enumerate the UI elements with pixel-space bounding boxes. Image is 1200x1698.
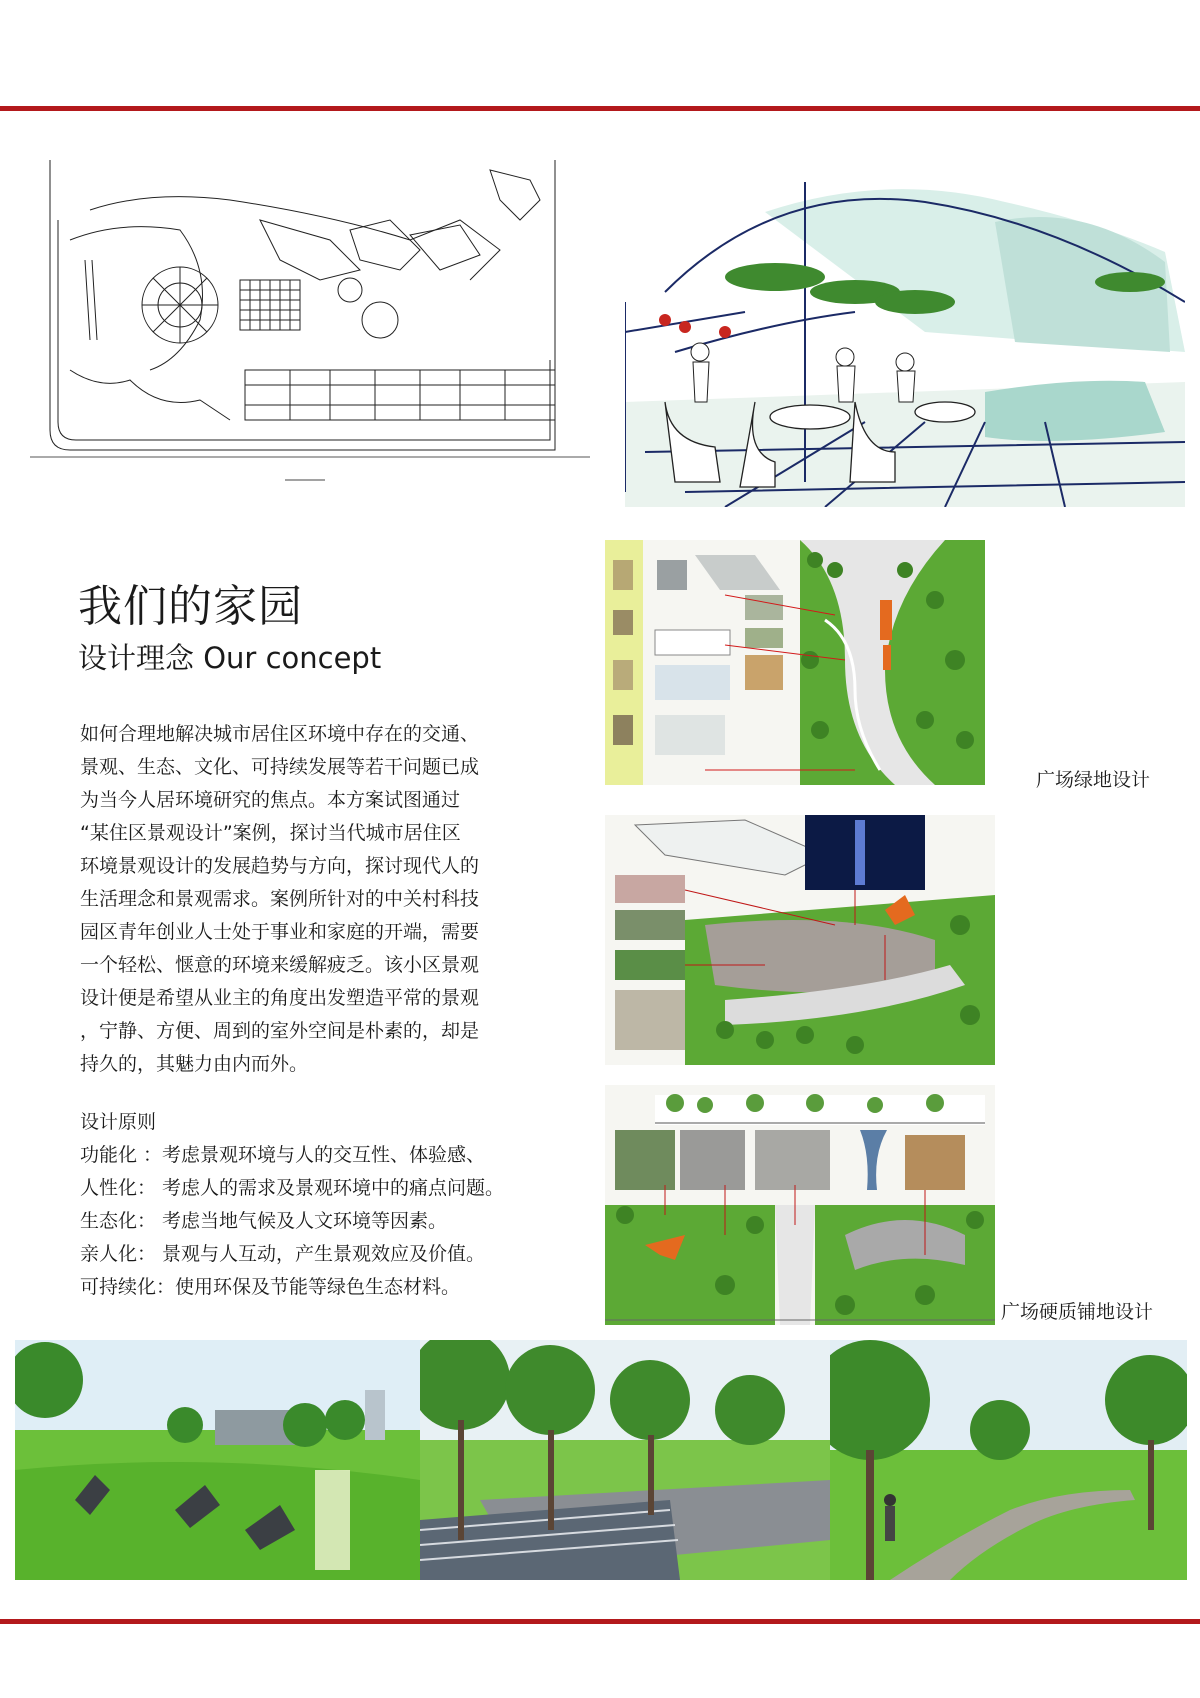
park-path-rendering [830,1340,1187,1580]
page-title: 我们的家园 [78,581,303,632]
design-principles [80,1106,580,1304]
principle-item: 可持续化：使用环保及节能等绿色生态材料。 [80,1276,461,1298]
top-red-rule [0,106,1200,111]
plaza-steps-rendering [420,1340,830,1580]
principle-item: 生态化： 考虑当地气候及人文环境等因素。 [80,1210,448,1232]
bottom-red-rule [0,1619,1200,1624]
cafe-perspective-sketch [625,152,1185,507]
principle-item: 人性化： 考虑人的需求及景观环境中的痛点问题。 [80,1177,505,1199]
page-subtitle: 设计理念 Our concept [78,641,382,675]
hard-paving-design-board [605,1085,995,1325]
plaza-layout-board [605,815,995,1065]
lawn-rendering [15,1340,420,1580]
plaza-green-design-board [605,540,985,785]
green-design-caption: 广场绿地设计 [1036,769,1151,791]
concept-paragraph-block [80,718,540,1081]
principle-item: 亲人化： 景观与人互动，产生景观效应及价值。 [80,1243,486,1265]
paving-design-caption: 广场硬质铺地设计 [1001,1301,1154,1323]
principle-item: 功能化 ：考虑景观环境与人的交互性、体验感、 [80,1144,486,1166]
master-plan-drawing [30,160,600,510]
principles-heading: 设计原则 [80,1111,157,1133]
concept-paragraph: 如何合理地解决城市居住区环境中存在的交通、 景观、生态、文化、可持续发展等若干问题已成 为当今人居环境研究的焦点。本方案试图通过 “某住区景观设计”案例，探讨当代城市居住区 环境景观设计的发展趋势与方向，探讨现代人的 生活理念和景观需求。案例所针对的中关村科技 园区青年创业人士处于事业和家庭的开端，需要 一个轻松、惬意的环境来缓解疲乏。该小区景观 设计便是希望从业主的角度出发塑造平常的景观 ，宁静、方便、周到的室外空间是朴素的，却是 持久的，其魅力由内而外。 [80,723,480,1075]
principles-list [80,1139,580,1304]
